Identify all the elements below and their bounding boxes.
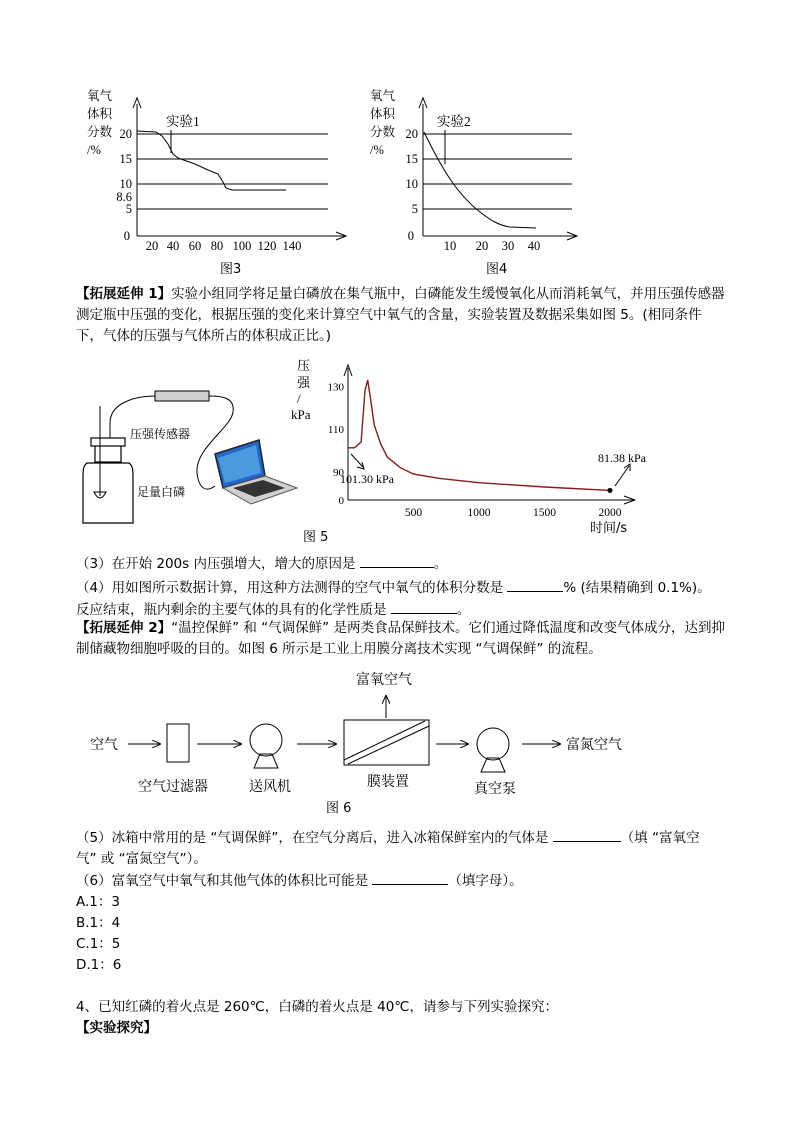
fig5-caption: 图 5 bbox=[303, 530, 329, 545]
question-4-intro: 4、已知红磷的着火点是 260℃，白磷的着火点是 40℃，请参与下列实验探究： bbox=[76, 999, 558, 1015]
fig3-series-label: 实验1 bbox=[166, 114, 200, 129]
air-label: 空气 bbox=[90, 738, 118, 753]
fig3-xtick: 80 bbox=[210, 239, 224, 253]
extension-2-paragraph bbox=[76, 618, 726, 660]
pressure-sensor bbox=[155, 391, 209, 401]
fig4-xtick: 10 bbox=[443, 239, 457, 253]
membrane-label: 膜装置 bbox=[367, 775, 409, 790]
fig4-ytick: 0 bbox=[407, 229, 414, 243]
fig3-xtick: 40 bbox=[166, 239, 180, 253]
fig4-ytick: 20 bbox=[405, 127, 418, 141]
extension-2-text: “温控保鲜” 和 “气调保鲜” 是两类食品保鲜技术。它们通过降低温度和改变气体成分，达到抑制储藏物细胞呼吸的目的。如图 6 所示是工业上用膜分离技术实现 “气调保鲜” 的流程。 bbox=[76, 620, 725, 657]
vacuum-pump bbox=[477, 728, 509, 772]
fig3-ytick: 20 bbox=[119, 127, 132, 141]
question-4b: 反应结束，瓶内剩余的主要气体的具有的化学性质是 。 bbox=[76, 602, 471, 618]
extension-1-title: 【拓展延伸 1】 bbox=[76, 286, 172, 302]
extension-1-text: 实验小组同学将足量白磷放在集气瓶中，白磷能发生缓慢氧化从而消耗氧气，并用压强传感器测定瓶中压强的变化，根据压强的变化来计算空气中氧气的含量，实验装置及数据采集如图 5。(相同条件下，气体的压强与气体所占的体积成正比。) bbox=[76, 286, 725, 344]
fig5-ylabel-1: 压 bbox=[297, 358, 311, 373]
fig3-ytick: 5 bbox=[125, 202, 132, 216]
figure-5-apparatus bbox=[75, 378, 305, 528]
fig4-xtick: 30 bbox=[501, 239, 515, 253]
fig4-series-label: 实验2 bbox=[437, 114, 471, 129]
blower bbox=[250, 724, 282, 768]
fig4-ylabel-4: /% bbox=[370, 143, 384, 157]
blower-label: 送风机 bbox=[249, 780, 291, 795]
bottle-neck bbox=[95, 444, 121, 462]
fig4-xtick: 40 bbox=[527, 239, 541, 253]
fig4-ylabel-1: 氧气 bbox=[370, 89, 396, 103]
fig5-end-point bbox=[608, 488, 613, 493]
fig4-ylabel-3: 分数 bbox=[370, 125, 396, 139]
fig3-ylabel-2: 体积 bbox=[87, 107, 113, 121]
question-5-line2: 气” 或 “富氮空气”）。 bbox=[76, 851, 207, 867]
option-d[interactable]: D.1：6 bbox=[76, 957, 122, 973]
fig3-xtick: 60 bbox=[188, 239, 202, 253]
option-b[interactable]: B.1：4 bbox=[76, 915, 121, 931]
fig5-ytick: 130 bbox=[327, 381, 344, 394]
figure-3-chart bbox=[80, 84, 350, 276]
fig3-experiment-curve bbox=[137, 131, 286, 190]
fig3-ytick: 10 bbox=[119, 177, 132, 191]
gas-bottle bbox=[83, 463, 133, 523]
fig3-ylabel-1: 氧气 bbox=[87, 89, 113, 103]
fig5-start-annotation: 101.30 kPa bbox=[340, 472, 394, 486]
stopper bbox=[91, 438, 125, 446]
fig5-ytick: 0 bbox=[338, 495, 344, 507]
fig3-xtick: 140 bbox=[282, 239, 302, 253]
fig3-ylabel-3: 分数 bbox=[87, 125, 113, 139]
pump-label: 真空泵 bbox=[474, 782, 516, 797]
figure-4-chart bbox=[362, 84, 584, 276]
fig5-ylabel-4: kPa bbox=[291, 407, 311, 422]
phosphorus-label: 足量白磷 bbox=[137, 485, 186, 499]
fig5-xlabel: 时间/s bbox=[590, 521, 628, 536]
fig5-xtick: 500 bbox=[404, 507, 423, 519]
fig3-ytick: 0 bbox=[123, 229, 130, 243]
figure-6-flow bbox=[76, 664, 696, 824]
fig5-xtick: 1000 bbox=[467, 507, 491, 519]
question-6: （6）富氧空气中氧气和其他气体的体积比可能是 （填字母）。 bbox=[76, 873, 523, 889]
answer-blank-q3[interactable] bbox=[360, 555, 434, 568]
extension-1-paragraph bbox=[76, 284, 726, 347]
fig5-end-annotation: 81.38 kPa bbox=[598, 451, 646, 465]
tube bbox=[110, 396, 155, 423]
answer-blank-q5[interactable] bbox=[553, 829, 621, 842]
section-experiment: 【实验探究】 bbox=[76, 1020, 157, 1036]
fig4-caption: 图4 bbox=[486, 262, 508, 277]
fig5-xtick: 1500 bbox=[533, 507, 556, 519]
question-5: （5）冰箱中常用的是 “气调保鲜”，在空气分离后，进入冰箱保鲜室内的气体是 （填 “富氧空 bbox=[76, 830, 700, 846]
fig5-ylabel-3: / bbox=[297, 391, 301, 406]
figure-5-chart bbox=[285, 350, 665, 540]
membrane-device bbox=[344, 720, 429, 765]
fig4-ytick: 15 bbox=[405, 152, 418, 166]
fig5-xtick: 2000 bbox=[598, 507, 622, 519]
fig3-xtick: 20 bbox=[145, 239, 159, 253]
fig6-caption: 图 6 bbox=[326, 801, 352, 816]
fig4-experiment-curve bbox=[424, 132, 536, 228]
answer-blank-q4[interactable] bbox=[507, 579, 563, 592]
sensor-label: 压强传感器 bbox=[130, 427, 191, 441]
filter-label: 空气过滤器 bbox=[138, 780, 208, 795]
fig3-ytick: 8.6 bbox=[116, 190, 132, 204]
fig3-ytick: 15 bbox=[119, 152, 132, 166]
answer-blank-q4b[interactable] bbox=[391, 601, 457, 614]
fig5-ylabel-2: 强 bbox=[297, 375, 311, 390]
fig3-caption: 图3 bbox=[220, 262, 242, 277]
extension-2-title: 【拓展延伸 2】 bbox=[76, 620, 172, 636]
n2-rich-label: 富氮空气 bbox=[566, 738, 622, 753]
fig4-ytick: 10 bbox=[405, 177, 418, 191]
fig4-ytick: 5 bbox=[411, 202, 418, 216]
question-4: （4）用如图所示数据计算，用这种方法测得的空气中氧气的体积分数是 % (结果精确到 0.1%)。 bbox=[76, 580, 711, 596]
air-filter bbox=[167, 724, 189, 762]
option-a[interactable]: A.1：3 bbox=[76, 894, 120, 910]
fig3-xtick: 120 bbox=[257, 239, 277, 253]
question-3: （3）在开始 200s 内压强增大，增大的原因是 。 bbox=[76, 556, 448, 572]
o2-rich-label: 富氧空气 bbox=[356, 673, 412, 688]
fig5-ytick: 90 bbox=[333, 467, 344, 479]
fig4-xtick: 20 bbox=[475, 239, 489, 253]
option-c[interactable]: C.1：5 bbox=[76, 936, 121, 952]
fig3-xtick: 100 bbox=[232, 239, 252, 253]
fig3-ylabel-4: /% bbox=[87, 143, 101, 157]
fig4-ylabel-2: 体积 bbox=[370, 107, 396, 121]
fig5-ytick: 110 bbox=[327, 424, 344, 437]
answer-blank-q6[interactable] bbox=[372, 872, 448, 885]
